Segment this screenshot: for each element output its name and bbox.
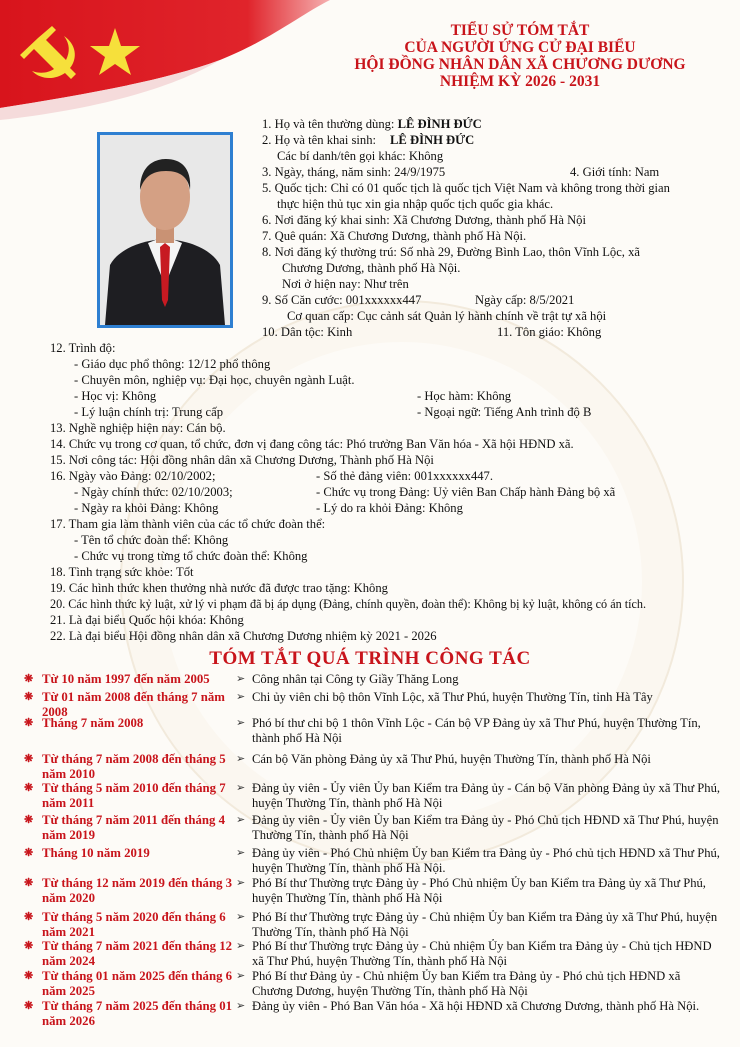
flower-bullet-icon: ❋ [24, 673, 34, 685]
bio-line-12d1: - Lý luận chính trị: Trung cấp [74, 405, 224, 419]
bio-line-12a: - Giáo dục phổ thông: 12/12 phổ thông [74, 357, 271, 371]
timeline-period-text: Từ tháng 7 năm 2008 đến tháng 5 năm 2010 [42, 752, 226, 781]
timeline-period [24, 939, 247, 969]
bio-line-8c: Nơi ở hiện nay: Như trên [282, 277, 409, 291]
hand-arrow-icon: ➢ [236, 717, 246, 729]
bio-line-12b: - Chuyên môn, nghiệp vụ: Đại học, chuyên ngành Luật. [74, 373, 355, 387]
bio-line-8b: Chương Dương, thành phố Hà Nội. [282, 261, 461, 275]
header-line-1: TIỂU SỬ TÓM TẮT [450, 22, 590, 39]
flower-bullet-icon: ❋ [24, 782, 34, 794]
timeline-description [236, 752, 722, 767]
timeline-period [24, 846, 247, 861]
hand-arrow-icon: ➢ [236, 782, 246, 794]
timeline-description [236, 876, 722, 906]
timeline-description [236, 716, 722, 746]
timeline-period-text: Từ 10 năm 1997 đến năm 2005 [42, 672, 210, 686]
header-line-2: CỦA NGƯỜI ỨNG CỬ ĐẠI BIỂU [404, 39, 636, 56]
timeline-description-text: Cán bộ Văn phòng Đảng ủy xã Thư Phú, huyện Thường Tín, thành phố Hà Nội [252, 752, 651, 766]
bio-line-10: 10. Dân tộc: Kinh [262, 325, 353, 339]
bio-line-16f: - Lý do ra khỏi Đảng: Không [316, 501, 463, 515]
bio-line-6: 6. Nơi đăng ký khai sinh: Xã Chương Dương, thành phố Hà Nội [262, 213, 586, 227]
timeline-period [24, 752, 247, 782]
timeline-description-text: Đảng ủy viên - Phó Chủ nhiệm Ủy ban Kiểm tra Đảng ủy - Phó chủ tịch HĐND xã Thư Phú, huyện Thường Tín, thành phố Hà Nội. [252, 846, 720, 875]
hand-arrow-icon: ➢ [236, 691, 246, 703]
timeline-description-text: Phó bí thư chi bộ 1 thôn Vĩnh Lộc - Cán bộ VP Đảng ủy xã Thư Phú, huyện Thường Tín, thành phố Hà Nội [252, 716, 701, 745]
bio-line-17: 17. Tham gia làm thành viên của các tổ chức đoàn thể: [50, 517, 326, 531]
timeline-description [236, 690, 722, 705]
bio-line-2b: Các bí danh/tên gọi khác: Không [277, 149, 444, 163]
flower-bullet-icon: ❋ [24, 1000, 34, 1012]
candidate-photo [97, 132, 233, 328]
timeline-description [236, 781, 722, 811]
bio-line-12d2: - Ngoại ngữ: Tiếng Anh trình độ B [417, 405, 592, 419]
timeline-description [236, 672, 722, 687]
timeline-description-text: Phó Bí thư Đảng ủy - Chủ nhiệm Ủy ban Kiểm tra Đảng ủy - Phó chủ tịch HĐND xã Chương Dương, huyện Thường Tín, thành phố Hà Nội [252, 969, 681, 998]
hand-arrow-icon: ➢ [236, 673, 246, 685]
bio-line-16b: - Số thẻ đảng viên: 001xxxxxx447. [316, 469, 493, 483]
bio-line-9b: Ngày cấp: 8/5/2021 [475, 293, 575, 307]
timeline-description [236, 939, 722, 969]
timeline-period-text: Tháng 7 năm 2008 [42, 716, 144, 730]
timeline-description-text: Công nhân tại Công ty Giầy Thăng Long [252, 672, 459, 686]
timeline-description-text: Phó Bí thư Thường trực Đảng ủy - Phó Chủ nhiệm Ủy ban Kiểm tra Đảng ủy xã Thư Phú, huyện Thường Tín, thành phố Hà Nội [252, 876, 706, 905]
timeline-period-text: Từ tháng 7 năm 2021 đến tháng 12 năm 2024 [42, 939, 233, 968]
bio-line-17b: - Chức vụ trong từng tổ chức đoàn thể: Không [74, 549, 308, 563]
timeline-description [236, 813, 722, 843]
timeline-period [24, 716, 247, 731]
hand-arrow-icon: ➢ [236, 970, 246, 982]
bio-line-1: 1. Họ và tên thường dùng: LÊ ĐÌNH ĐỨC [262, 117, 482, 131]
flower-bullet-icon: ❋ [24, 691, 34, 703]
timeline-period-text: Từ tháng 5 năm 2020 đến tháng 6 năm 2021 [42, 910, 226, 939]
party-flag-icon [0, 0, 330, 120]
hand-arrow-icon: ➢ [236, 847, 246, 859]
timeline-period-text: Tháng 10 năm 2019 [42, 846, 150, 860]
bio-line-13: 13. Nghề nghiệp hiện nay: Cán bộ. [50, 421, 226, 435]
timeline-title: TÓM TẮT QUÁ TRÌNH CÔNG TÁC [209, 648, 531, 669]
bio-line-3: 3. Ngày, tháng, năm sinh: 24/9/1975 [262, 165, 446, 179]
hand-arrow-icon: ➢ [236, 940, 246, 952]
flower-bullet-icon: ❋ [24, 847, 34, 859]
timeline-description-text: Đảng ủy viên - Ủy viên Ủy ban Kiểm tra Đảng ủy - Phó Chủ tịch HĐND xã Thư Phú, huyện Thường Tín, thành phố Hà Nội [252, 813, 719, 842]
header-line-4: NHIỆM KỲ 2026 - 2031 [439, 73, 601, 90]
flower-bullet-icon: ❋ [24, 814, 34, 826]
timeline-description-text: Phó Bí thư Thường trực Đảng ủy - Chủ nhiệm Ủy ban Kiểm tra Đảng ủy - Chủ tịch HĐND xã Thư Phú, huyện Thường Tín, thành phố Hà Nội [252, 939, 712, 968]
bio-line-22: 22. Là đại biểu Hội đồng nhân dân xã Chương Dương nhiệm kỳ 2021 - 2026 [50, 629, 437, 643]
bio-line-12: 12. Trình độ: [50, 341, 116, 355]
timeline-period-text: Từ tháng 7 năm 2011 đến tháng 4 năm 2019 [42, 813, 225, 842]
hand-arrow-icon: ➢ [236, 753, 246, 765]
timeline-description-text: Chi ủy viên chi bộ thôn Vĩnh Lộc, xã Thư Phú, huyện Thường Tín, tỉnh Hà Tây [252, 690, 653, 704]
timeline-description [236, 910, 722, 940]
bio-line-16: 16. Ngày vào Đảng: 02/10/2002; [50, 469, 216, 483]
bio-line-18: 18. Tình trạng sức khỏe: Tốt [50, 565, 194, 579]
bio-line-17a: - Tên tổ chức đoàn thể: Không [74, 533, 229, 547]
timeline-description [236, 999, 722, 1014]
timeline-period-text: Từ tháng 12 năm 2019 đến tháng 3 năm 2020 [42, 876, 233, 905]
flower-bullet-icon: ❋ [24, 911, 34, 923]
bio-line-16c: - Ngày chính thức: 02/10/2003; [74, 485, 233, 499]
header-line-3: HỘI ĐỒNG NHÂN DÂN XÃ CHƯƠNG DƯƠNG [354, 56, 686, 73]
timeline-description [236, 969, 722, 999]
bio-line-15: 15. Nơi công tác: Hội đồng nhân dân xã Chương Dương, Thành phố Hà Nội [50, 453, 434, 467]
timeline-description-text: Đảng ủy viên - Ủy viên Ủy ban Kiểm tra Đảng ủy - Cán bộ Văn phòng Đảng ủy xã Thư Phú, huyện Thường Tín, thành phố Hà Nội [252, 781, 721, 810]
bio-line-19: 19. Các hình thức khen thưởng nhà nước đã được trao tặng: Không [50, 581, 388, 595]
timeline-period [24, 969, 247, 999]
timeline-period [24, 813, 247, 843]
bio-line-2: 2. Họ và tên khai sinh: LÊ ĐÌNH ĐỨC [262, 133, 475, 147]
flower-bullet-icon: ❋ [24, 970, 34, 982]
timeline-period-text: Từ tháng 01 năm 2025 đến tháng 6 năm 2025 [42, 969, 233, 998]
timeline-description [236, 846, 722, 876]
bio-line-14: 14. Chức vụ trong cơ quan, tổ chức, đơn vị đang công tác: Phó trưởng Ban Văn hóa - Xã hội HĐND xã. [50, 437, 574, 451]
bio-line-9c: Cơ quan cấp: Cục cảnh sát Quản lý hành chính về trật tự xã hội [287, 309, 607, 323]
bio-line-9: 9. Số Căn cước: 001xxxxxx447 [262, 293, 422, 307]
bio-line-12c1: - Học vị: Không [74, 389, 157, 403]
bio-line-16e: - Ngày ra khỏi Đảng: Không [74, 501, 219, 515]
timeline-period-text: Từ tháng 5 năm 2010 đến tháng 7 năm 2011 [42, 781, 226, 810]
page-header [300, 22, 740, 90]
timeline-description-text: Phó Bí thư Thường trực Đảng ủy - Chủ nhiệm Ủy ban Kiểm tra Đảng ủy xã Thư Phú, huyện Thường Tín, thành phố Hà Nội [252, 910, 718, 939]
bio-line-4: 4. Giới tính: Nam [570, 165, 660, 179]
timeline-period [24, 999, 247, 1029]
bio-line-12c2: - Học hàm: Không [417, 389, 512, 403]
hand-arrow-icon: ➢ [236, 814, 246, 826]
timeline-period-text: Từ 01 năm 2008 đến tháng 7 năm 2008 [42, 690, 225, 719]
timeline-period-text: Từ tháng 7 năm 2025 đến tháng 01 năm 2026 [42, 999, 233, 1028]
bio-line-5: 5. Quốc tịch: Chỉ có 01 quốc tịch là quốc tịch Việt Nam và không trong thời gian [262, 181, 670, 195]
hand-arrow-icon: ➢ [236, 911, 246, 923]
bio-line-16d: - Chức vụ trong Đảng: Uỷ viên Ban Chấp hành Đảng bộ xã [316, 485, 616, 499]
timeline-period [24, 876, 247, 906]
hand-arrow-icon: ➢ [236, 1000, 246, 1012]
flower-bullet-icon: ❋ [24, 717, 34, 729]
timeline-period [24, 781, 247, 811]
bio-line-5b: thực hiện thủ tục xin gia nhập quốc tịch quốc gia khác. [277, 197, 554, 211]
timeline-description-text: Đảng ủy viên - Phó Ban Văn hóa - Xã hội HĐND xã Chương Dương, thành phố Hà Nội. [252, 999, 700, 1013]
portrait-image [100, 135, 230, 325]
bio-line-21: 21. Là đại biểu Quốc hội khóa: Không [50, 613, 244, 627]
bio-line-20: 20. Các hình thức kỷ luật, xử lý vi phạm đã bị áp dụng (Đảng, chính quyền, đoàn thể): Không bị kỷ luật, không có án tích. [50, 597, 647, 611]
flower-bullet-icon: ❋ [24, 753, 34, 765]
hand-arrow-icon: ➢ [236, 877, 246, 889]
flower-bullet-icon: ❋ [24, 877, 34, 889]
timeline-period [24, 672, 247, 687]
flower-bullet-icon: ❋ [24, 940, 34, 952]
bio-line-11: 11. Tôn giáo: Không [497, 325, 602, 339]
bio-line-7: 7. Quê quán: Xã Chương Dương, thành phố Hà Nội. [262, 229, 527, 243]
timeline-period [24, 910, 247, 940]
bio-line-8: 8. Nơi đăng ký thường trú: Số nhà 29, Đường Bình Lao, thôn Vĩnh Lộc, xã [262, 245, 640, 259]
